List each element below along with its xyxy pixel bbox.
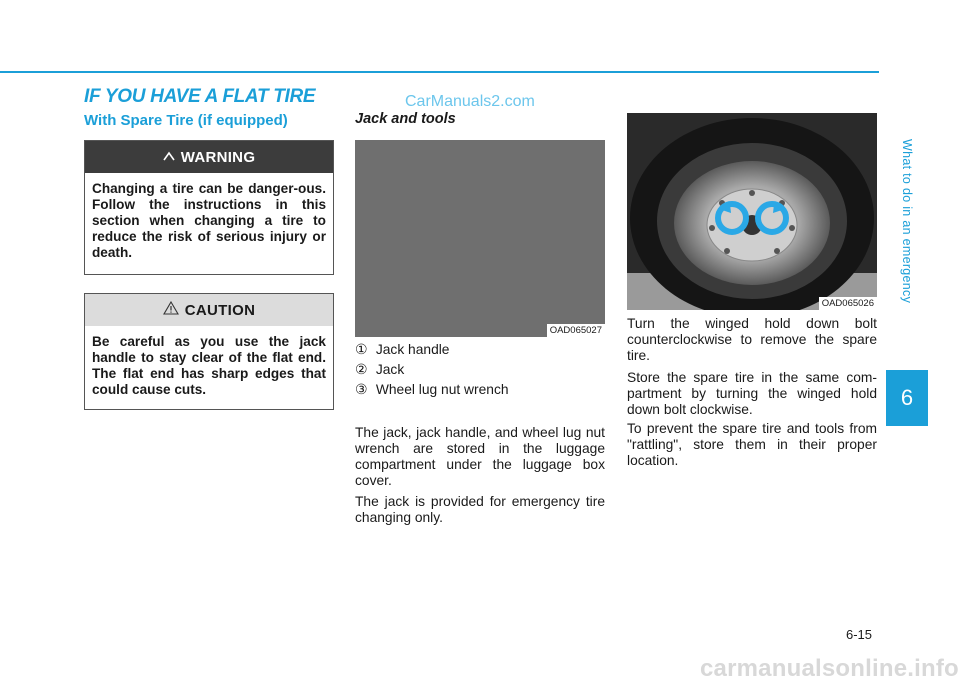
- list-item-number: ③: [355, 382, 368, 397]
- caution-header: [85, 294, 333, 326]
- list-item-label: Wheel lug nut wrench: [375, 382, 509, 397]
- warning-triangle-icon: [163, 149, 175, 166]
- tool-list: [355, 340, 509, 400]
- watermark-text: CarManuals2.com: [405, 93, 535, 110]
- section-title: IF YOU HAVE A FLAT TIRE: [84, 86, 316, 107]
- list-item-number: ①: [355, 342, 368, 357]
- caution-text: Be careful as you use the jack handle to stay clear of the flat end. The flat end has sharp edges that could cause cuts.: [92, 334, 326, 397]
- jack-tools-image: [355, 140, 605, 337]
- jack-image-code: OAD065027: [547, 324, 605, 337]
- header-rule: [0, 71, 879, 73]
- list-item: [355, 340, 509, 360]
- tire-image-code: OAD065026: [819, 297, 877, 310]
- spare-tire-image: [627, 113, 877, 310]
- warning-label: WARNING: [180, 148, 256, 166]
- jack-usage-paragraph: The jack is provided for emergency tire changing only.: [355, 494, 605, 525]
- list-item: [355, 360, 509, 380]
- sub-title: With Spare Tire (if equipped): [84, 112, 288, 129]
- list-item-number: ②: [355, 362, 368, 377]
- remove-tire-paragraph: Turn the winged hold down bolt counterclockwise to remove the spare tire.: [627, 316, 877, 363]
- jack-and-tools-heading: Jack and tools: [355, 111, 456, 127]
- list-item: [355, 380, 509, 400]
- page-number: 6-15: [846, 627, 873, 642]
- rattling-paragraph: To prevent the spare tire and tools from "rattling", store them in their proper location.: [627, 421, 877, 468]
- jack-storage-paragraph: The jack, jack handle, and wheel lug nut wrench are stored in the luggage compartment under the luggage box cover.: [355, 425, 605, 488]
- store-tire-paragraph: Store the spare tire in the same com-partment by turning the winged hold down bolt clockwise.: [627, 370, 877, 417]
- caution-label: CAUTION: [184, 301, 256, 319]
- caution-triangle-icon: [163, 301, 179, 319]
- warning-text: Changing a tire can be danger-ous. Follow the instructions in this section when changing a tire to reduce the risk of serious injury or death.: [92, 181, 326, 260]
- warning-header: [85, 141, 333, 173]
- footer-watermark: carmanualsonline.info: [700, 655, 959, 682]
- chapter-title: What to do in an emergency: [900, 138, 914, 304]
- caution-box: [84, 293, 334, 410]
- list-item-label: Jack handle: [375, 342, 450, 357]
- chapter-tab: 6: [886, 370, 928, 426]
- list-item-label: Jack: [375, 362, 405, 377]
- spare-tire-illustration: [627, 113, 877, 310]
- warning-box: [84, 140, 334, 275]
